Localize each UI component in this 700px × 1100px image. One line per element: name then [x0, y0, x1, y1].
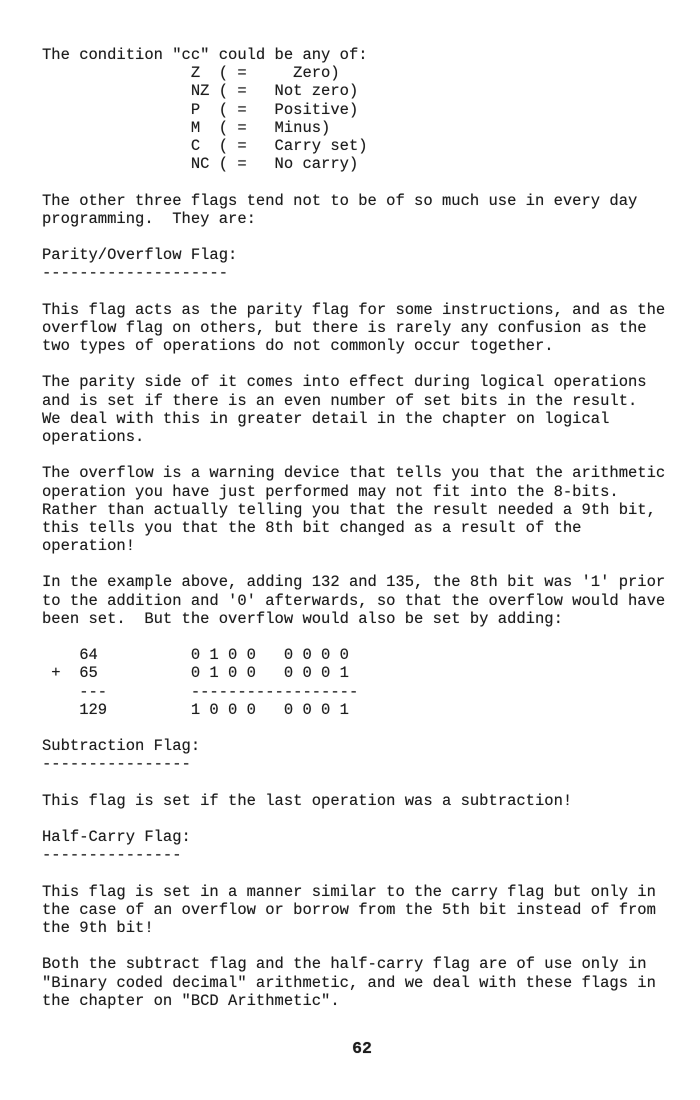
text-line: operation! [42, 537, 136, 556]
text-line: Rather than actually telling you that the result needed a 9th bit, [42, 500, 656, 519]
text-line [42, 173, 665, 191]
text-line: The condition "cc" could be any of: [42, 46, 368, 64]
text-line [42, 555, 665, 573]
text-line: This flag is set in a manner similar to the carry flag but only in [42, 882, 656, 901]
text-line [42, 355, 665, 373]
text-line: --------------- [42, 846, 182, 865]
text-line: the 9th bit! [42, 919, 154, 937]
text-line: Subtraction Flag: [42, 737, 201, 756]
text-line: P ( = Positive) [42, 100, 359, 119]
text-line: --- ------------------ [42, 682, 359, 701]
text-line: operations. [42, 427, 145, 446]
text-line: to the addition and '0' afterwards, so that the overflow would have [42, 591, 666, 610]
text-line: programming. They are: [42, 209, 256, 228]
text-line: NC ( = No carry) [42, 155, 359, 174]
text-line: "Binary coded decimal" arithmetic, and we deal with these flags in [42, 973, 656, 992]
text-line: 64 0 1 0 0 0 0 0 0 [42, 646, 349, 665]
text-line: C ( = Carry set) [42, 136, 368, 155]
text-line: 129 1 0 0 0 0 0 0 1 [42, 700, 349, 719]
text-line: overflow flag on others, but there is rarely any confusion as the [42, 318, 647, 337]
text-line: Parity/Overflow Flag: [42, 246, 238, 265]
page-text-block [42, 46, 665, 1010]
text-line: this tells you that the 8th bit changed as a result of the [42, 518, 582, 537]
page-number: 62 [352, 1039, 372, 1058]
text-line [42, 937, 665, 955]
text-line [42, 774, 665, 792]
text-line [42, 446, 665, 464]
text-line: -------------------- [42, 264, 229, 283]
text-line: the case of an overflow or borrow from the 5th bit instead of from [42, 900, 656, 919]
text-line: This flag acts as the parity flag for some instructions, and as the [42, 300, 666, 319]
text-line: The overflow is a warning device that tells you that the arithmetic [42, 464, 666, 483]
text-line: Half-Carry Flag: [42, 828, 191, 847]
text-line: operation you have just performed may not fit into the 8-bits. [42, 482, 619, 501]
text-line [42, 810, 665, 828]
text-line: The parity side of it comes into effect during logical operations [42, 373, 647, 392]
text-line [42, 282, 665, 300]
text-line: M ( = Minus) [42, 118, 331, 137]
text-line: + 65 0 1 0 0 0 0 0 1 [42, 664, 349, 683]
text-line: NZ ( = Not zero) [42, 82, 359, 101]
text-line: two types of operations do not commonly occur together. [42, 337, 554, 355]
text-line: This flag is set if the last operation was a subtraction! [42, 791, 573, 810]
text-line: We deal with this in greater detail in the chapter on logical [42, 409, 610, 428]
text-line: The other three flags tend not to be of so much use in every day [42, 191, 638, 210]
text-line: and is set if there is an even number of set bits in the result. [42, 391, 638, 410]
text-line [42, 628, 665, 646]
text-line: the chapter on "BCD Arithmetic". [42, 991, 340, 1010]
text-line: Z ( = Zero) [42, 64, 340, 83]
text-line [42, 719, 665, 737]
text-line [42, 228, 665, 246]
text-line: been set. But the overflow would also be set by adding: [42, 609, 563, 628]
text-line: In the example above, adding 132 and 135, the 8th bit was '1' prior [42, 573, 666, 592]
text-line: Both the subtract flag and the half-carry flag are of use only in [42, 955, 647, 974]
text-line: ---------------- [42, 755, 191, 774]
text-line [42, 864, 665, 882]
